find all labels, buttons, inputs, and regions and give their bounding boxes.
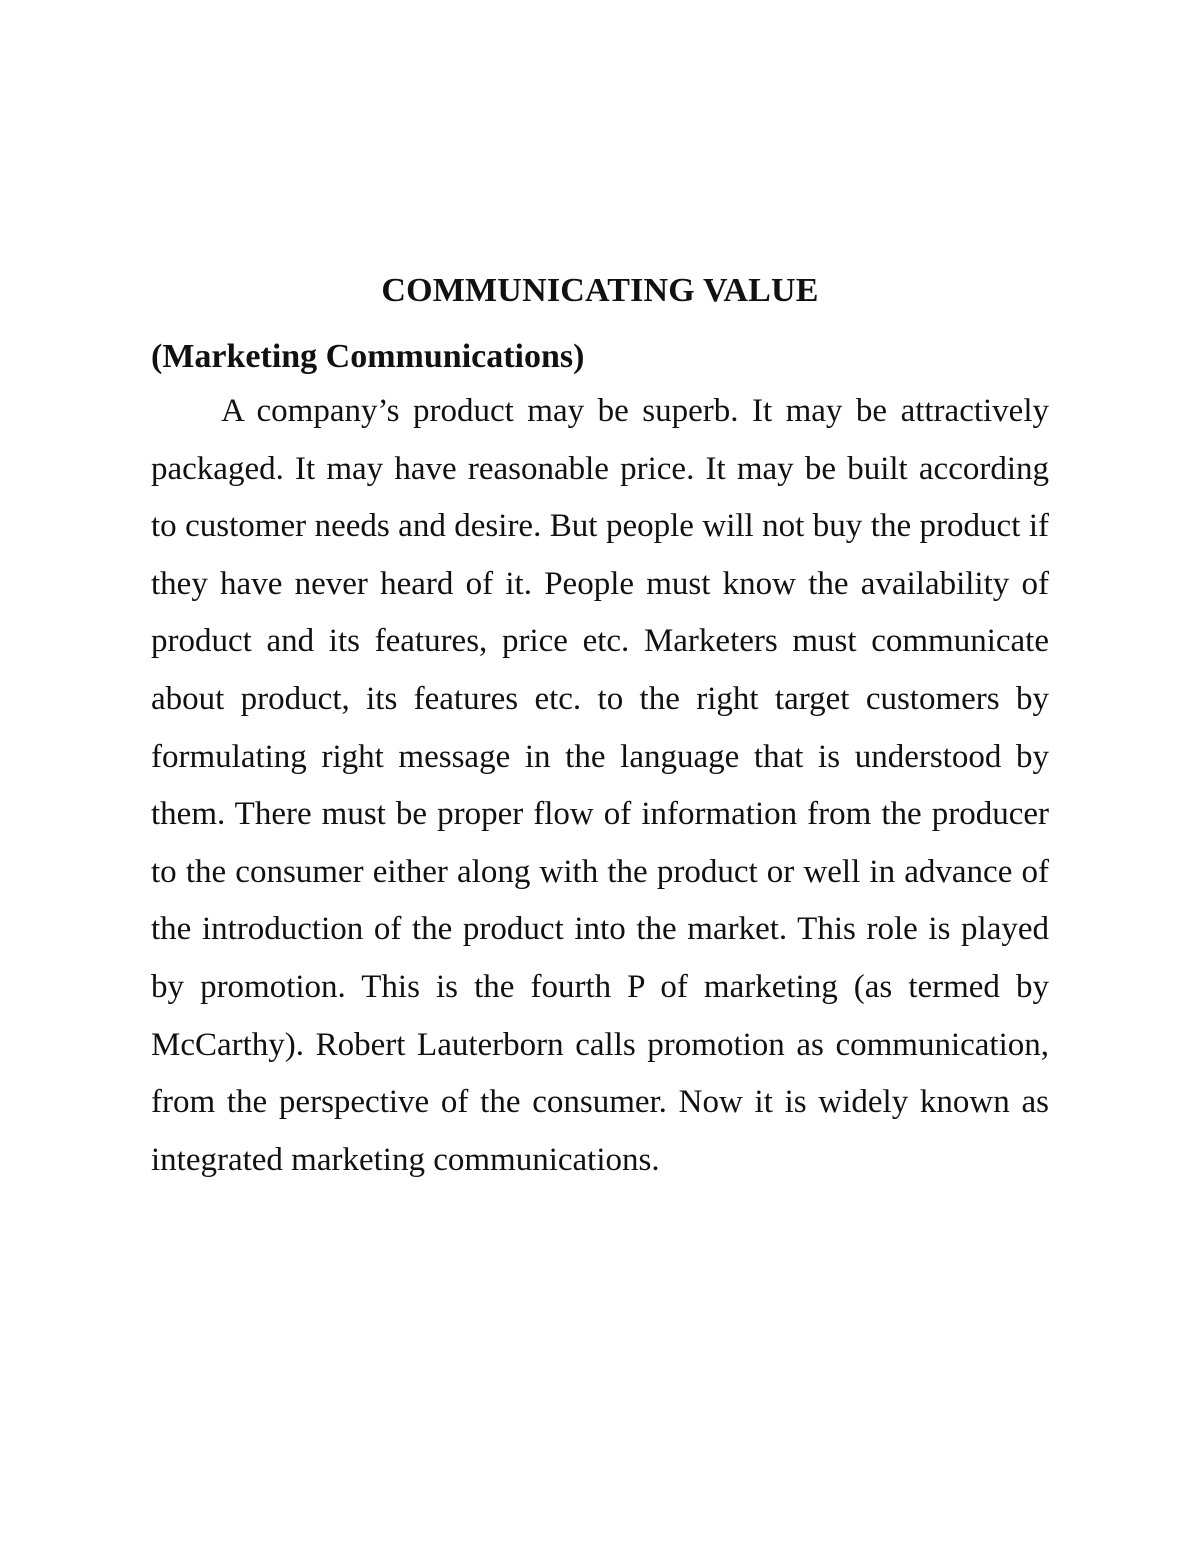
section-heading: (Marketing Communications): [151, 338, 585, 375]
document-title: COMMUNICATING VALUE: [381, 272, 819, 309]
body-paragraph: A company’s product may be superb. It may be attractively packaged. It may have reasonable price. It may be built according to customer needs and desire. But people will not buy the product if they have never heard of it. People must know the availability of product and its features, price etc. Marketers must communicate about product, its features etc. to the right target customers by formulating right message in the language that is understood by them. There must be proper flow of information from the producer to the consumer either along with the product or well in advance of the introduction of the product into the market. This role is played by promotion. This is the fourth P of marketing (as termed by McCarthy). Robert Lauterborn calls promotion as communication, from the perspective of the consumer. Now it is widely known as integrated marketing communications.: [151, 393, 1049, 1178]
